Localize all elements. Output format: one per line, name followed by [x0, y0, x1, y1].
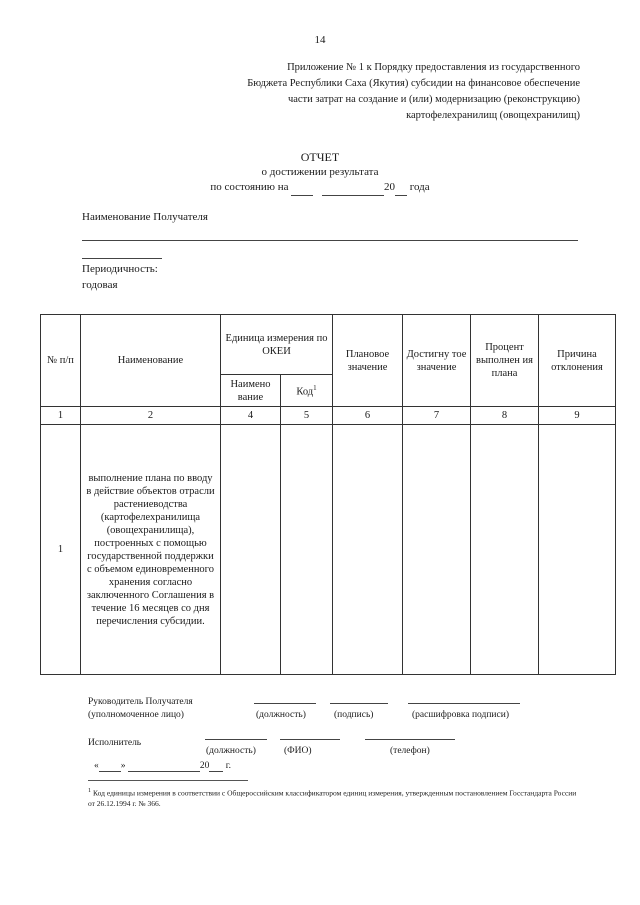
header-unit: Единица измерения по ОКЕИ [221, 315, 333, 375]
header-unit-code-text: Код [296, 386, 314, 398]
row-1-achieved [403, 425, 471, 675]
footnote-divider [88, 780, 248, 781]
recipient-label: Наименование Получателя [82, 211, 208, 223]
col-number-2: 2 [81, 407, 221, 425]
header-name: Наименование [81, 315, 221, 407]
col-number-8: 9 [539, 407, 616, 425]
footnote-marker: 1 [88, 787, 92, 794]
executor-phone-caption: (телефон) [390, 746, 430, 756]
row-1-unit-name [221, 425, 281, 675]
executor-label: Исполнитель [88, 738, 142, 748]
row-1-reason [539, 425, 616, 675]
header-num: № п/п [41, 315, 81, 407]
row-1-percent [471, 425, 539, 675]
appendix-note [160, 60, 580, 124]
date-suffix: года [409, 181, 430, 193]
sign-date-day-blank [99, 761, 121, 772]
recipient-name-line-2 [82, 250, 162, 259]
sign-date-year-prefix: 20 [199, 761, 210, 771]
head-label-2: (уполномоченное лицо) [88, 710, 184, 720]
report-subtitle: о достижении результата [261, 166, 379, 178]
report-table [40, 314, 616, 675]
head-label-1: Руководитель Получателя [88, 697, 193, 707]
report-title-block [0, 150, 640, 196]
row-1-unit-code [281, 425, 333, 675]
date-line-prefix: по состоянию на [210, 181, 289, 193]
col-number-3: 4 [221, 407, 281, 425]
head-position-line [254, 703, 316, 704]
appendix-line-3: части затрат на создание и (или) модернизацию (реконструкцию) [287, 94, 580, 105]
executor-fio-caption: (ФИО) [284, 746, 312, 756]
head-decoding-caption: (расшифровка подписи) [412, 710, 509, 720]
footnote [88, 786, 578, 809]
head-signature-caption: (подпись) [334, 710, 374, 720]
date-year-blank [395, 180, 407, 196]
sign-date-close-quote: » [120, 761, 126, 771]
row-1-plan [333, 425, 403, 675]
col-number-1: 1 [41, 407, 81, 425]
sign-date [94, 761, 231, 772]
periodicity-value: годовая [82, 279, 118, 291]
header-percent: Процент выполнен ия плана [471, 315, 539, 407]
page-number: 14 [314, 34, 326, 46]
sign-date-suffix: г. [225, 761, 231, 771]
sign-date-open-quote: « [94, 761, 99, 771]
report-date-line [0, 180, 640, 196]
header-plan: Плановое значение [333, 315, 403, 407]
executor-phone-line [365, 739, 455, 740]
sign-date-month-blank [128, 761, 200, 772]
header-unit-name: Наимено вание [221, 375, 281, 407]
date-day-blank [291, 180, 313, 196]
col-number-5: 6 [333, 407, 403, 425]
header-achieved: Достигну тое значение [403, 315, 471, 407]
col-number-4: 5 [281, 407, 333, 425]
appendix-line-1: Приложение № 1 к Порядку предоставления из государственного [287, 62, 580, 73]
sign-date-year-blank [209, 761, 223, 772]
recipient-name-line [82, 230, 578, 241]
header-unit-code [281, 375, 333, 407]
row-1-name: выполнение плана по вводу в действие объектов отрасли растениеводства (картофелехранилища (овощехранилища), построенных с помощью государственной поддержки с объемом единовременного хранения согласно заключенного Соглашения в течение 16 месяцев со дня перечисления субсидии. [81, 425, 221, 675]
footnote-text: Код единицы измерения в соответствии с Общероссийским классификатором единиц измерения, утвержденным постановлением Госстандарта России от 26.12.1994 г. № 366. [88, 788, 577, 808]
report-title: ОТЧЕТ [300, 150, 340, 164]
appendix-line-4: картофелехранилищ (овощехранилищ) [406, 110, 580, 121]
executor-fio-line [280, 739, 340, 740]
row-1-number: 1 [41, 425, 81, 675]
col-number-7: 8 [471, 407, 539, 425]
date-year-prefix: 20 [384, 181, 396, 193]
header-reason: Причина отклонения [539, 315, 616, 407]
executor-position-caption: (должность) [206, 746, 256, 756]
executor-position-line [205, 739, 267, 740]
col-number-6: 7 [403, 407, 471, 425]
date-month-blank [322, 180, 384, 196]
periodicity-label: Периодичность: [82, 263, 158, 275]
head-position-caption: (должность) [256, 710, 306, 720]
head-decoding-line [408, 703, 520, 704]
head-signature-line [330, 703, 388, 704]
appendix-line-2: Бюджета Республики Саха (Якутия) субсидии на финансовое обеспечение [247, 78, 580, 89]
header-unit-code-footnote: 1 [313, 384, 317, 393]
